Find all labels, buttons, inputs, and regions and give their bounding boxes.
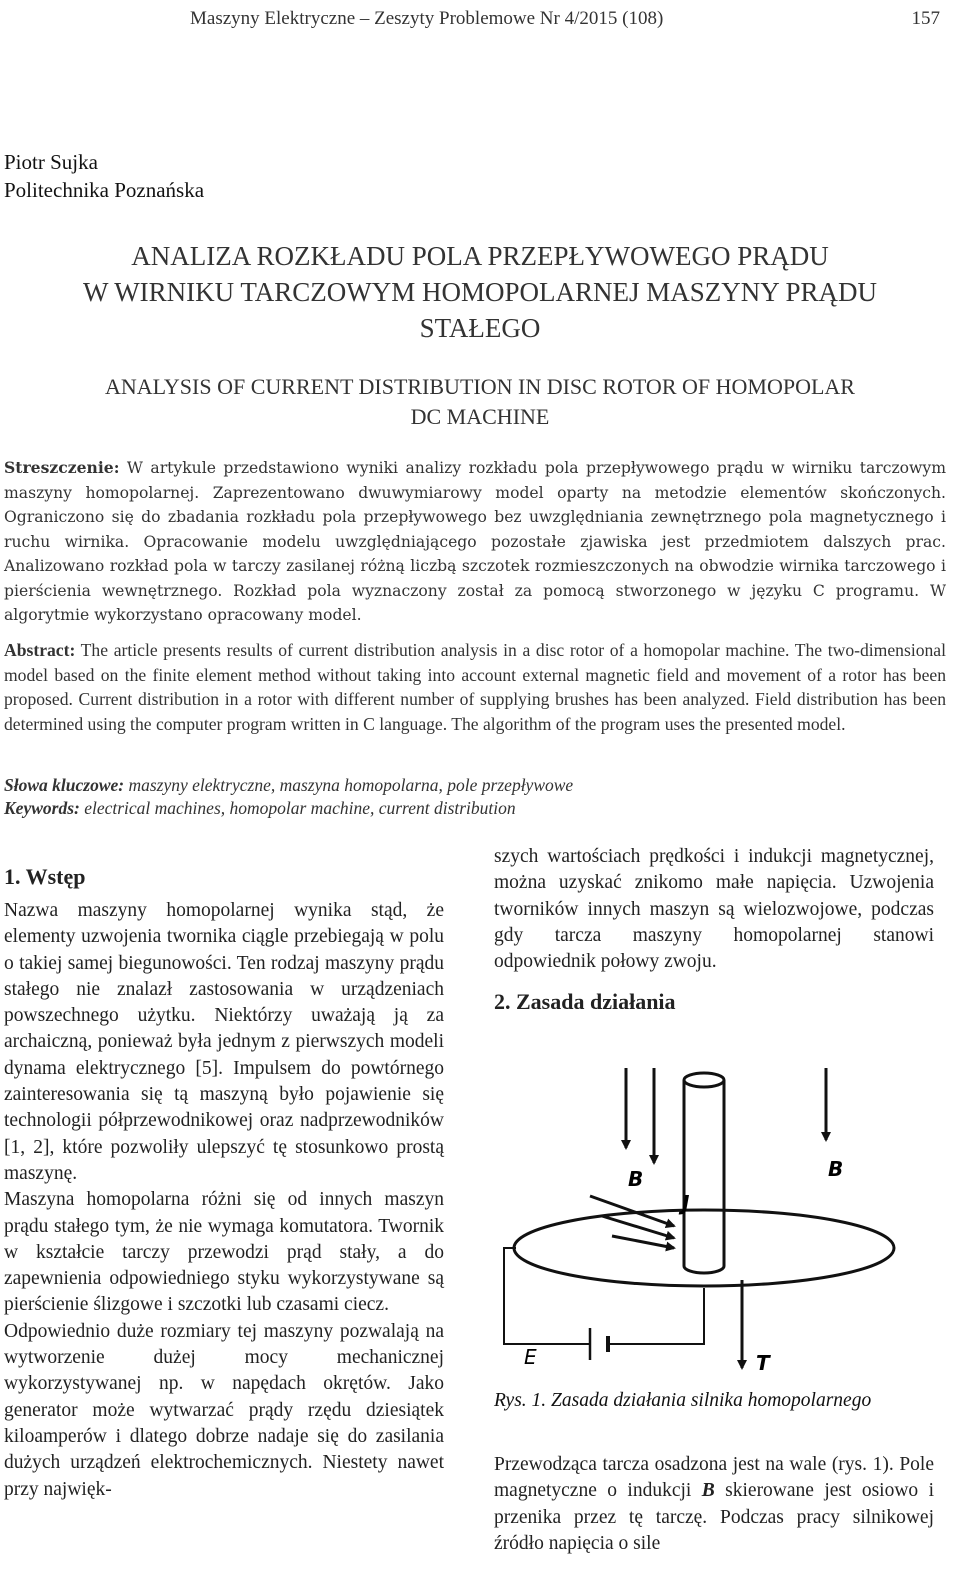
figure-caption: Rys. 1. Zasada działania silnika homopolarnego [494,1390,872,1411]
right-column-continued [494,1452,934,1557]
journal-title: Maszyny Elektryczne – Zeszyty Problemowe Nr 4/2015 (108) [190,8,664,29]
author-affiliation: Politechnika Poznańska [4,178,205,202]
label-b-right: B [828,1157,844,1181]
author-name: Piotr Sujka [4,150,98,174]
title-english [0,372,960,432]
label-t: T [756,1351,770,1375]
title-en-line: DC MACHINE [410,404,550,429]
title-pl-line: W WIRNIKU TARCZOWYM HOMOPOLARNEJ MASZYNY PRĄDU [82,277,878,307]
keywords-en-label: Keywords: [4,798,80,818]
title-en-line: ANALYSIS OF CURRENT DISTRIBUTION IN DISC ROTOR OF HOMOPOLAR [105,374,855,399]
right-column [494,844,934,1023]
keywords-pl-label: Słowa kluczowe: [4,775,125,795]
text-run: Przewodząca tarcza osadzona jest na wale (rys. 1). Pole magnetyczne o indukcji [494,1454,934,1502]
section-2-heading: 2. Zasada działania [494,989,676,1015]
circuit-wire [504,1248,704,1344]
label-e: E [524,1345,537,1369]
abstract-pl-label: Streszczenie: [4,458,120,477]
label-b-left: B [628,1167,644,1191]
abstract-en-text: The article presents results of current distribution analysis in a disc rotor of a homopolar machine. The two-dimensional model based on the finite element method without taking into account external magnetic field and movement of a rotor has been proposed. Current distribution in a rotor with different number of supplying brushes has been analyzed. Field distribution has been determined using the computer program written in C language. The algorithm of the program uses the presented model. [4,640,946,734]
title-pl-line: STAŁEGO [419,313,541,343]
page-number: 157 [911,8,940,29]
body-paragraph: Odpowiednio duże rozmiary tej maszyny pozwalają na wytworzenie dużej mocy mechanicznej wykorzystywanej np. w napędach okrętów. Jako generator może wytwarzać prądy rzędu dziesiątek kiloamperów i dlatego dobrze nadaje się do zasilania dużych urządzeń elektrochemicznych. Niestety nawet przy najwięk- [4,1320,444,1500]
body-paragraph: szych wartościach prędkości i indukcji magnetycznej, można uzyskać znikomo małe napięcia. Uzwojenia tworników innych maszyn są wielozwojowe, podczas gdy tarcza maszyny homopolarnej stanowi odpowiednik połowy zwoju. [494,846,934,973]
label-j: J [682,1191,690,1215]
author-block [4,148,204,204]
abstract-pl-text: W artykule przedstawiono wyniki analizy rozkładu pola przepływowego prądu w wirniku tarczowym maszyny homopolarnej. Zaprezentowano dwuwymiarowy model oparty na metodzie elementów skończonych. Ograniczono się do zbadania rozkładu pola przepływowego bez uwzględniania zewnętrznego pola magnetycznego i ruchu wirnika. Opracowanie modelu uwzględniającego pozostałe zjawiska jest przedmiotem dalszych prac. Analizowano rozkład pola w tarczy zasilanej różną liczbą szczotek rozmieszczonych na obwodzie wirnika tarczowego i pierścienia wewnętrznego. Rozkład pola wyznaczony został za pomocą stworzonego w języku C programu. W algorytmie wykorzystano opracowany model. [4,459,946,624]
j-arrow-3 [612,1236,674,1248]
body-paragraph [494,1452,934,1557]
body-paragraph: Nazwa maszyny homopolarnej wynika stąd, że elementy uzwojenia twornika ciągle przebiegają w polu o takiej samej biegunowości. Ten rodzaj maszyny prądu stałego nie znalazł zastosowania w urządzeniach powszechnego użytku. Niektórzy uważają ją za archaiczną, ponieważ była jednym z pierwszych modeli dynama elektrycznego [5]. Impulsem do powtórnego zainteresowania się tą maszyną było pojawienie się technologii półprzewodnikowej oraz nadprzewodników [1, 2], które pozwoliły ulepszyć tę stosunkowo prostą maszynę. [4,900,444,1184]
figure-diagram [494,1058,944,1378]
keywords-polish [4,774,573,797]
figure-homopolar-principle [494,1058,944,1378]
abstract-english [4,638,946,736]
abstract-polish [4,456,946,628]
symbol-b: B [701,1480,715,1502]
left-column [4,858,444,1503]
title-polish [0,238,960,346]
section-1-heading: 1. Wstęp [4,864,86,889]
keywords-english [4,797,516,820]
keywords-pl-text: maszyny elektryczne, maszyna homopolarna, pole przepływowe [124,775,574,795]
title-pl-line: ANALIZA ROZKŁADU POLA PRZEPŁYWOWEGO PRĄDU [131,241,829,271]
abstract-en-label: Abstract: [4,640,76,660]
shaft [684,1073,724,1273]
disc [514,1210,894,1286]
keywords-en-text: electrical machines, homopolar machine, current distribution [79,798,516,818]
body-paragraph: Maszyna homopolarna różni się od innych maszyn prądu stałego tym, że nie wymaga komutatora. Twornik w kształcie tarczy przewodzi prąd stały, a do zapewnienia odpowiedniego styku wykorzystywane są pierścienie ślizgowe i szczotki lub czasami ciecz. [4,1189,444,1316]
text-run: skierowane jest osiowo i przenika przez tę tarczę. Podczas pracy silnikowej źródło napięcia o sile [494,1480,934,1554]
